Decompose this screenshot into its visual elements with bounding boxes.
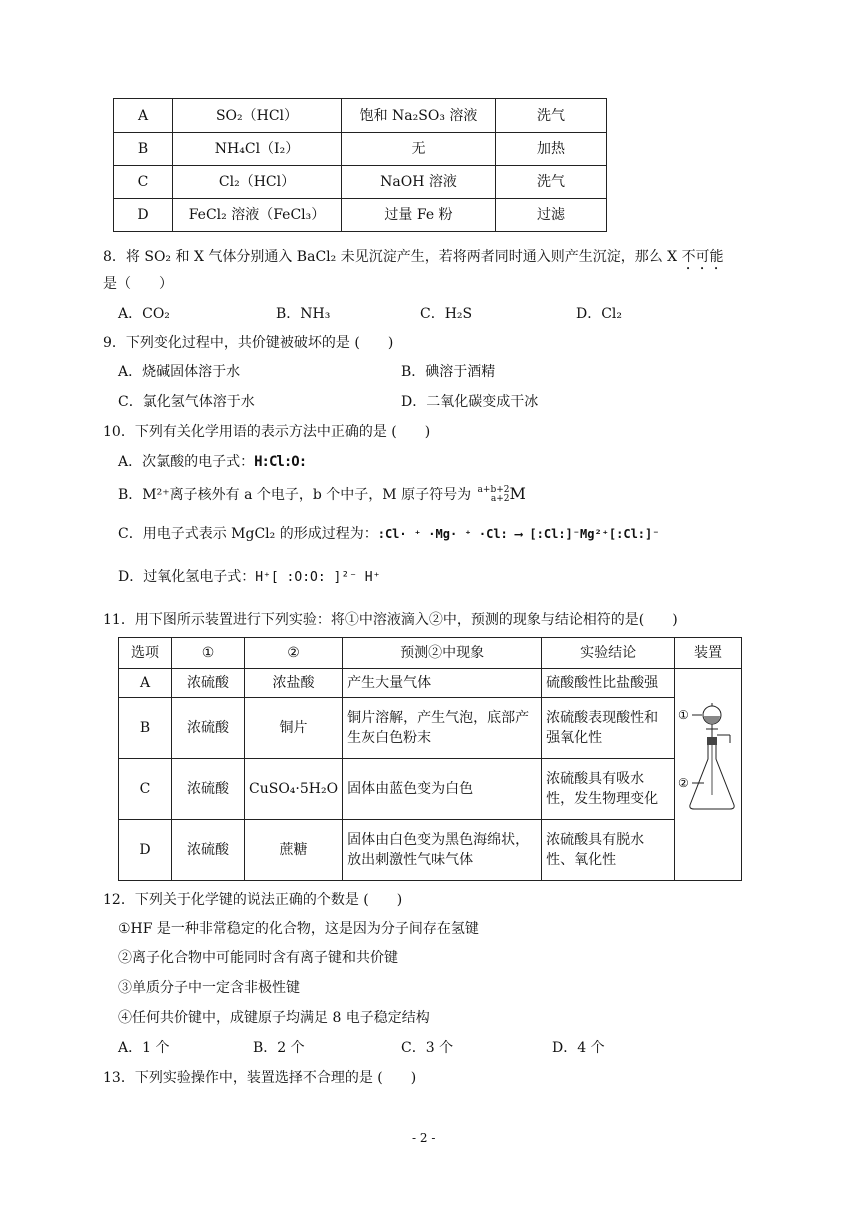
label-1: ① <box>678 708 689 722</box>
q10-option-b: B．M²⁺离子核外有 a 个电子，b 个中子，M 原子符号为 a+b+2 a+2 M <box>118 484 526 504</box>
q9-option-c: C．氯化氢气体溶于水 <box>118 394 255 410</box>
cell: 过滤 <box>496 199 607 232</box>
cell: Cl₂（HCl） <box>173 166 342 199</box>
cell: 蔗糖 <box>245 820 343 881</box>
mgcl2-formation-formula: :Cl· ⁺ ·Mg· ⁺ ·Cl: ⟶ [:Cl:]⁻Mg²⁺[:Cl:]⁻ <box>377 527 660 541</box>
q9-stem: 9．下列变化过程中，共价键被破坏的是 ( ) <box>103 335 394 351</box>
cell: 浓硫酸具有吸水性，发生物理变化 <box>542 759 675 820</box>
q10-option-d: D．过氧化氢电子式：H⁺[ :O:O: ]²⁻ H⁺ <box>118 569 381 585</box>
q8-option-d: D．Cl₂ <box>576 306 623 322</box>
header-cell: ① <box>172 638 245 669</box>
atomic-number: a+2 <box>490 494 510 504</box>
hclo-electron-formula: H:Cl:O: <box>254 454 307 470</box>
cell: 过量 Fe 粉 <box>342 199 496 232</box>
q8-option-c: C．H₂S <box>420 306 473 322</box>
header-cell: 装置 <box>675 638 742 669</box>
cell: 浓硫酸 <box>172 669 245 698</box>
cell: 浓硫酸 <box>172 759 245 820</box>
cell: 洗气 <box>496 99 607 133</box>
cell: 固体由白色变为黑色海绵状，放出刺激性气味气体 <box>343 820 542 881</box>
cell: C <box>119 759 172 820</box>
cell: A <box>114 99 173 133</box>
cell: FeCl₂ 溶液（FeCl₃） <box>173 199 342 232</box>
q10-stem: 10．下列有关化学用语的表示方法中正确的是 ( ) <box>103 424 431 440</box>
cell: 铜片 <box>245 698 343 759</box>
cell: CuSO₄·5H₂O <box>245 759 343 820</box>
atomic-mass-number: a+b+2 <box>477 485 510 495</box>
apparatus-cell <box>675 669 742 881</box>
cell: SO₂（HCl） <box>173 99 342 133</box>
purification-table <box>113 98 607 232</box>
cell: B <box>119 698 172 759</box>
experiment-table <box>118 637 742 881</box>
q8-option-b: B．NH₃ <box>276 306 331 322</box>
page-number: - 2 - <box>412 1131 436 1145</box>
q12-option-a: A．1 个 <box>118 1040 170 1056</box>
cell: 硫酸酸性比盐酸强 <box>542 669 675 698</box>
cell: 浓盐酸 <box>245 669 343 698</box>
header-cell: ② <box>245 638 343 669</box>
q8-stem-cont: 是（ ） <box>103 276 173 292</box>
q8-emphasis: 不可能 <box>681 249 724 265</box>
q8-option-a: A．CO₂ <box>118 306 170 322</box>
cell: 无 <box>342 133 496 166</box>
cell: 浓硫酸 <box>172 820 245 881</box>
h2o2-electron-formula: H⁺[ :O:O: ]²⁻ H⁺ <box>255 570 381 585</box>
cell: B <box>114 133 173 166</box>
cell: 加热 <box>496 133 607 166</box>
cell: 浓硫酸 <box>172 698 245 759</box>
q12-option-d: D．4 个 <box>552 1040 605 1056</box>
q8-stem: 8．将 SO₂ 和 X 气体分别通入 BaCl₂ 未见沉淀产生，若将两者同时通入则产生沉淀，那么 X 不可能 <box>103 249 724 265</box>
header-cell: 预测②中现象 <box>343 638 542 669</box>
q10-option-c: C．用电子式表示 MgCl₂ 的形成过程为：:Cl· ⁺ ·Mg· ⁺ ·Cl: ⟶ [:Cl:]⁻Mg²⁺[:Cl:]⁻ <box>118 526 660 542</box>
cell: NaOH 溶液 <box>342 166 496 199</box>
cell: 铜片溶解，产生气泡，底部产生灰白色粉末 <box>343 698 542 759</box>
element-symbol: M <box>509 484 526 503</box>
q9-option-b: B．碘溶于酒精 <box>401 364 496 380</box>
cell: 产生大量气体 <box>343 669 542 698</box>
q12-item-3: ③单质分子中一定含非极性键 <box>118 980 300 996</box>
header-cell: 实验结论 <box>542 638 675 669</box>
q12-item-2: ②离子化合物中可能同时含有离子键和共价键 <box>118 950 398 966</box>
cell: C <box>114 166 173 199</box>
q12-item-4: ④任何共价键中，成键原子均满足 8 电子稳定结构 <box>118 1010 430 1026</box>
header-cell: 选项 <box>119 638 172 669</box>
cell: A <box>119 669 172 698</box>
q13-stem: 13．下列实验操作中，装置选择不合理的是 ( ) <box>103 1070 417 1086</box>
cell: NH₄Cl（I₂） <box>173 133 342 166</box>
q9-option-d: D．二氧化碳变成干冰 <box>401 394 539 410</box>
cell: 洗气 <box>496 166 607 199</box>
flask-with-funnel-icon <box>676 669 740 874</box>
cell: 固体由蓝色变为白色 <box>343 759 542 820</box>
cell: D <box>114 199 173 232</box>
q10-option-a: A．次氯酸的电子式：H:Cl:O: <box>118 454 307 470</box>
cell: 饱和 Na₂SO₃ 溶液 <box>342 99 496 133</box>
q12-stem: 12．下列关于化学键的说法正确的个数是 ( ) <box>103 892 403 908</box>
q12-item-1: ①HF 是一种非常稳定的化合物，这是因为分子间存在氢键 <box>118 921 479 937</box>
cell: 浓硫酸具有脱水性、氧化性 <box>542 820 675 881</box>
q9-option-a: A．烧碱固体溶于水 <box>118 364 241 380</box>
q11-stem: 11．用下图所示装置进行下列实验：将①中溶液滴入②中，预测的现象与结论相符的是( ) <box>103 612 678 628</box>
q12-option-b: B．2 个 <box>253 1040 305 1056</box>
q12-option-c: C．3 个 <box>401 1040 454 1056</box>
cell: 浓硫酸表现酸性和强氧化性 <box>542 698 675 759</box>
cell: D <box>119 820 172 881</box>
label-2: ② <box>678 776 689 790</box>
